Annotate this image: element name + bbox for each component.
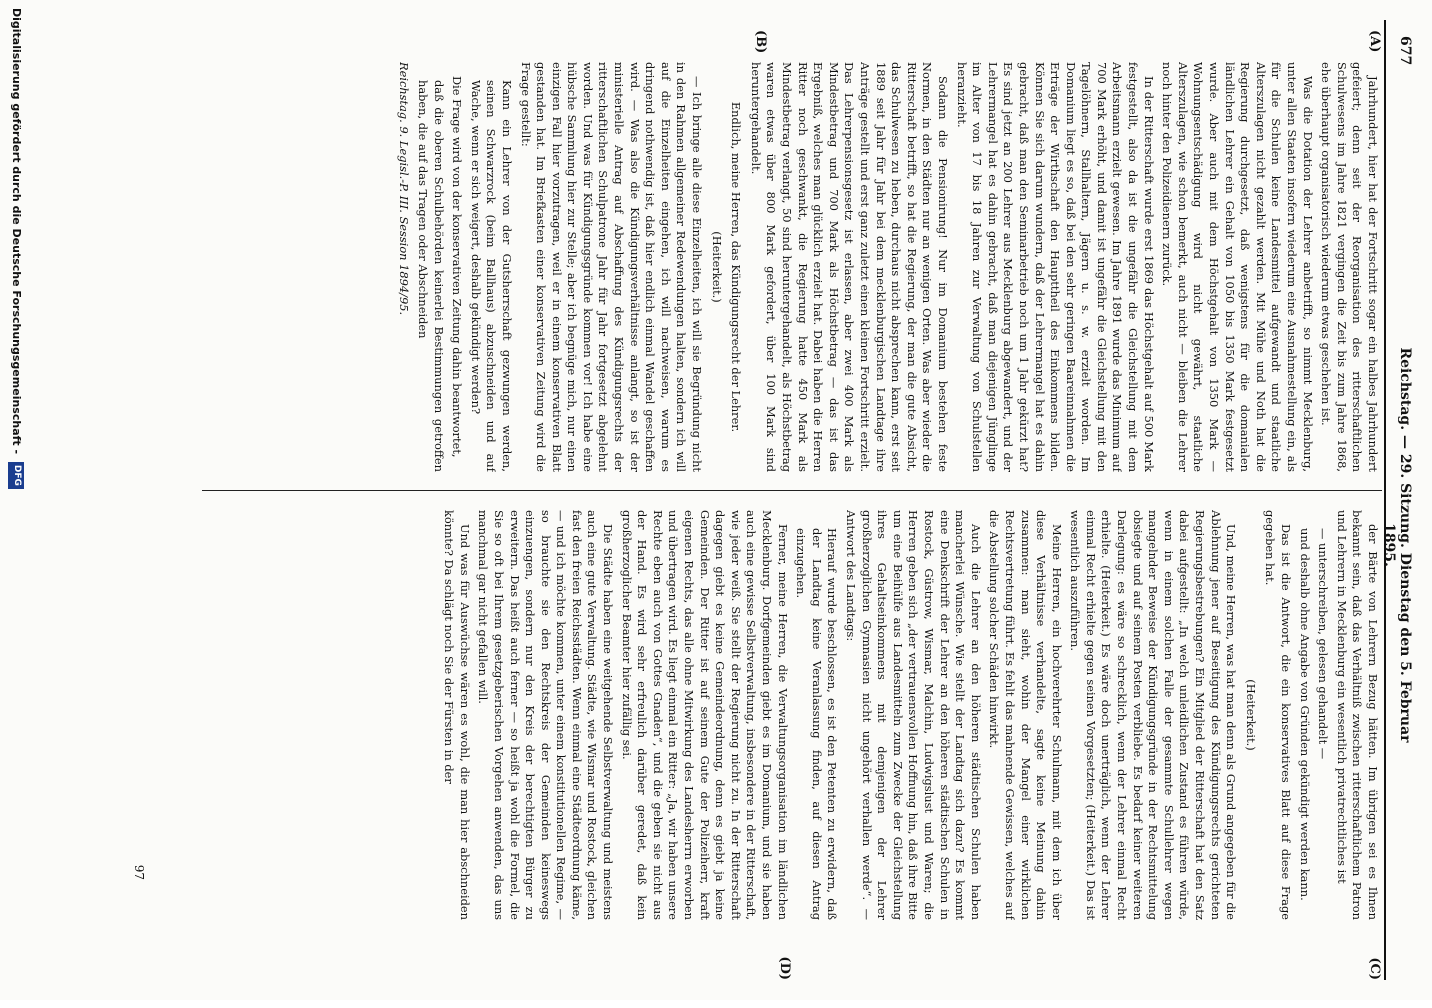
paragraph: Die Städte haben eine weitgehende Selbstverwaltung und meistens auch eine gute Verwaltung. Städte, wie Wismar und Rostock, gleichen fast den freien Reichsstädten. Wenn einmal eine Städteordnung käme, — und ich möchte kommen, unter einem konstitutionellen Regime, — so brauchte sie den Rechtskreis der Gemeinden keineswegs einzuengen, sondern nur den Kreis der berechtigten Bürger zu erweitern. Das heißt auch ferner — so heißt ja wohl die Formel, die Sie so oft bei Ihrem gesetzgeberischen Vorgehen anwenden, das uns manchmal gar nicht gefallen will.: [476, 510, 616, 920]
paragraph: Meine Herren, ein hochverehrter Schulmann, mit dem ich über diese Verhältnisse verhandelte, sagte keine Meinung dahin zusammen: man sieht, wohin der Mangel einer wirklichen Rechtsvertretung führt. Es fehlt das mahnende Gewissen, welches auf die Abstellung solcher Schäden hinwirkt.: [987, 510, 1064, 920]
paragraph: Sodann die Pensionirung! Nur im Domanium bestehen feste Normen, in den Städten nur an wenigen Orten. Was aber wieder die Ritterschaft betrifft, so hat die Regierung, der man die gute Absicht, das Schulwesen zu heben, durchaus nicht absprechen kann, erst seit 1889 seit Jahr für Jahr bei dem mecklenburgischen Landtage ihre Anträge gestellt und erst ganz zuletzt einen kleinen Fortschritt erzielt. Das Lehrerpensionsgesetz ist erlassen, aber zwei 400 Mark als Mindestbetrag und 700 Mark als Höchstbetrag — das ist das Ergebniß, welches man glücklich erzielt hat. Dabei haben die Herren Ritter noch geschwankt, die Regierung hatte 450 Mark als Mindestbetrag verlangt, 50 sind heruntergehandelt, als Höchstbetrag waren etwas über 800 Mark gefordert, über 100 Mark sind heruntergehandelt.: [748, 62, 950, 472]
stage-direction: (Heiterkeit.): [709, 231, 724, 303]
running-header: Reichstag. — 29. Sitzung. Dienstag den 5. Februar 1895.: [1381, 347, 1413, 743]
paragraph: Und was für Auswüchse wären es wohl, die man hier abschneiden könnte? Da schlägt noch Sie der Fürsten in der: [442, 510, 472, 920]
digitization-footer: [8, 0, 24, 1008]
paragraph: Jahrhundert, hier hat der Fortschritt sogar ein halbes Jahrhundert gefeiert; denn seit der Reorganisation des ritterschaftlichen Schulwesens im Jahre 1821 vergingen die Zeit bis zum Jahre 1868, ehe überhaupt organisatorisch wiederum etwas geschehen ist.: [1319, 62, 1380, 472]
right-column: [130, 510, 1380, 920]
dfg-logo: DFG: [8, 462, 24, 489]
paragraph: Was die Dotation der Lehrer anbetrifft, so nimmt Mecklenburg, unter allen Staaten insofern wiederum eine Ausnahmestellung ein, als für die Schulen keine Landesmittel aufgewandt und staatliche Alterszulagen nicht gezahlt werden. Mit Mühe und Noth hat die Regierung durchgesetzt, daß wenigstens für die domanialen ländlichen Lehrer ein Gehalt von 1050 bis 1350 Mark festgesetzt wurde. Aber auch mit dem Höchstgehalt von 1350 Mark — Wohnungsentschädigung wird nicht gewährt, staatliche Alterszulagen, wie schon bemerkt, auch nicht — bleiben die Lehrer noch hinter den Polizeidienern zurück.: [1160, 62, 1315, 472]
margin-mark-a: (A): [1367, 30, 1382, 53]
paragraph: Die Frage wird von der konservativen Zeitung dahin beantwortet,: [450, 76, 465, 458]
stage-direction: (Heiterkeit.): [1243, 679, 1258, 751]
paragraph: In der Ritterschaft wurde erst 1869 das Höchstgehalt auf 500 Mark festgestellt, also da ist die ungefähr die Gleichstellung mit dem Arbeitsmann erzielt gewesen. Im Jahre 1891 wurde das Minimum auf 700 Mark erhöht, und damit ist ungefähr die Gleichstellung mit den Tagelöhnern, Stallhaltern, Jägern u. s. w. erzielt worden. Im Domanium liegt es so, daß bei den sehr geringen Baareinnahmen die Erträge der Wirthschaft den Haupttheil des Einkommens bilden. Können Sie sich darum wundern, daß der Lehrermangel hat es dahin gebracht, daß man den Seminarbetrieb noch um 1 Jahr gekürzt hat? Es sind jetzt an 200 Lehrer aus Mecklenburg abgewandert, und der Lehrermangel hat es dahin gebracht, daß man diejenigen Jünglinge im Alter von 17 bis 18 Jahren zur Verwaltung von Schulstellen heranzieht.: [954, 62, 1156, 472]
paragraph: der Bärte von Lehrern Bezug hätten. Im übrigen sei es Ihnen bekannt sein, daß das Verhältniß zwischen ritterschaftlichem Patron und Lehrern in Mecklenburg ein wesentlich privatrechtliches ist: [1334, 510, 1380, 920]
paragraph: Und, meine Herren, was hat man denn als Grund angegeben für die Ablehnung jener auf Beseitigung des Kündigungsrechts gerichteten Regierungsbestrebungen? Ein Mitglied der Ritterschaft hat den Satz dabei aufgestellt: „In welch unleidlichen Zustand es führen würde, wenn in einem solchen Falle der gesammte Schullehrer wegen mangelnder Beweise der Kündigungsgründe in der Rechtsmittelung obsiegte und auf seinem Posten verbliebe. Es bedarf keiner weiteren Darlegung: es wäre so schrecklich, wenn der Lehrer einmal Recht erhielte. (Heiterkeit.) Es wäre doch unerträglich, wenn der Lehrer einmal Recht erhielte gegen seinen Vorgesetzten; (Heiterkeit.) Das ist wesentlich auszuführen.: [1068, 510, 1239, 920]
margin-mark-c: (C): [1367, 957, 1382, 980]
paragraph: Das ist die Antwort, die ein konservatives Blatt auf diese Frage gegeben hat.: [1263, 510, 1294, 920]
paragraph: Ferner, meine Herren, die Verwaltungsorganisation im ländlichen Mecklenburg. Dorfgemeinden giebt es im Domanium, und sie haben auch eine gewisse Selbstverwaltung, insbesondere in der Ritterschaft, wie jeder weiß. Sie stellt der Regierung nicht zu. In der Ritterschaft dagegen giebt es keine Gemeindeordnung, denn es giebt ja keine Gemeinden. Der Ritter ist auf seinem Gute der Polizeiherr, kraft eigenen Rechts, das alle ohne Mitwirkung des Landesherrn erworben und übertragen wird. Es liegt einmal ein Ritter: „Ja, wir haben unsere Rechte eben auch von Gottes Gnaden“, und die geben sie nicht aus der Hand. Es wird sehr erfreulich darüber geredet, daß kein großherzoglicher Beamter hier zufällig sei.: [619, 510, 790, 920]
paragraph: Endlich, meine Herren, das Kündigungsrecht der Lehrer.: [729, 101, 744, 433]
margin-mark-b: (B): [753, 30, 768, 54]
quotation: Hierauf wurde beschlossen, es ist den Petenten zu erwidern, daß der Landtag keine Veranlassung finden, auf diesen Antrag einzugehen.: [794, 528, 840, 920]
quotation: Kann ein Lehrer von der Gutsherrschaft gezwungen werden, seinen Schwarzrock (beim Ballhaus) abzuschneiden und auf Wache, wenn er sich weigert, deshalb gekündigt werden?: [468, 80, 514, 472]
quotation: daß die oberen Schulbehörden keinerlei Bestimmungen getroffen haben, die auf das Tragen oder Abschneiden: [415, 80, 446, 472]
page-footer-number: 97: [132, 864, 146, 880]
paragraph: — Ich bringe alle diese Einzelheiten, ich will sie Begründung nicht in den Rahmen allgemeiner Redewendungen halten, sondern ich will auf die Einzelheiten eingehen, ich will nachweisen, warum es dringend nothwendig ist, daß hier endlich einmal Wandel geschaffen wird. — Was also die Kündigungsverhältnisse anlangt, so ist der ministerielle Antrag auf Abschaffung des Kündigungsrechts der ritterschaftlichen Schulpatrone Jahr für Jahr fortgesetzt abgelehnt worden. Und was für Kündigungsgründe kommen vor! Ich habe eine hübsche Sammlung hier zur Stelle; aber ich begnüge mich, nur einen einzigen Fall hier vorzutragen, weil er in einem konservativen Blatt gestanden hat. Im Briefkasten einer konservativen Zeitung wird die Frage gestellt:: [518, 62, 705, 472]
left-column: [130, 62, 1380, 472]
footer-text: Digitalisierung gefördert durch die Deutsche Forschungsgemeinschaft -: [9, 8, 23, 455]
margin-mark-d: (D): [777, 956, 792, 980]
header-rule: [1384, 20, 1386, 980]
quotation: und deshalb ohne Angabe von Gründen gekündigt werden kann.: [1297, 528, 1312, 901]
column-divider: [202, 490, 1382, 491]
page-number-header: 677: [1397, 36, 1413, 66]
quotation: — unterschreiben, gelesen gehandelt —: [1316, 528, 1331, 760]
signature-line: Reichstag. 9. Legisl.-P. III. Session 1894/95.: [397, 62, 412, 316]
paragraph: Auch die Lehrer an den höheren städtischen Schulen haben mancherlei Wünsche. Wie stellt der Landtag sich dazu? Es kommt eine Denkschrift der Lehrer an den höheren städtischen Schulen in Rostock, Güstrow, Wismar, Malchin, Ludwigslust und Waren; die Herren geben sich „der vertrauensvollen Hoffnung hin, daß ihre Bitte um eine Beihülfe aus Landesmitteln zum Zwecke der Gleichstellung ihres Gehaltseinkommens mit demjenigen der Lehrer großherzoglichen Gymnasien nicht ungehört verhallen werde“. — Antwort des Landtags:: [844, 510, 983, 920]
